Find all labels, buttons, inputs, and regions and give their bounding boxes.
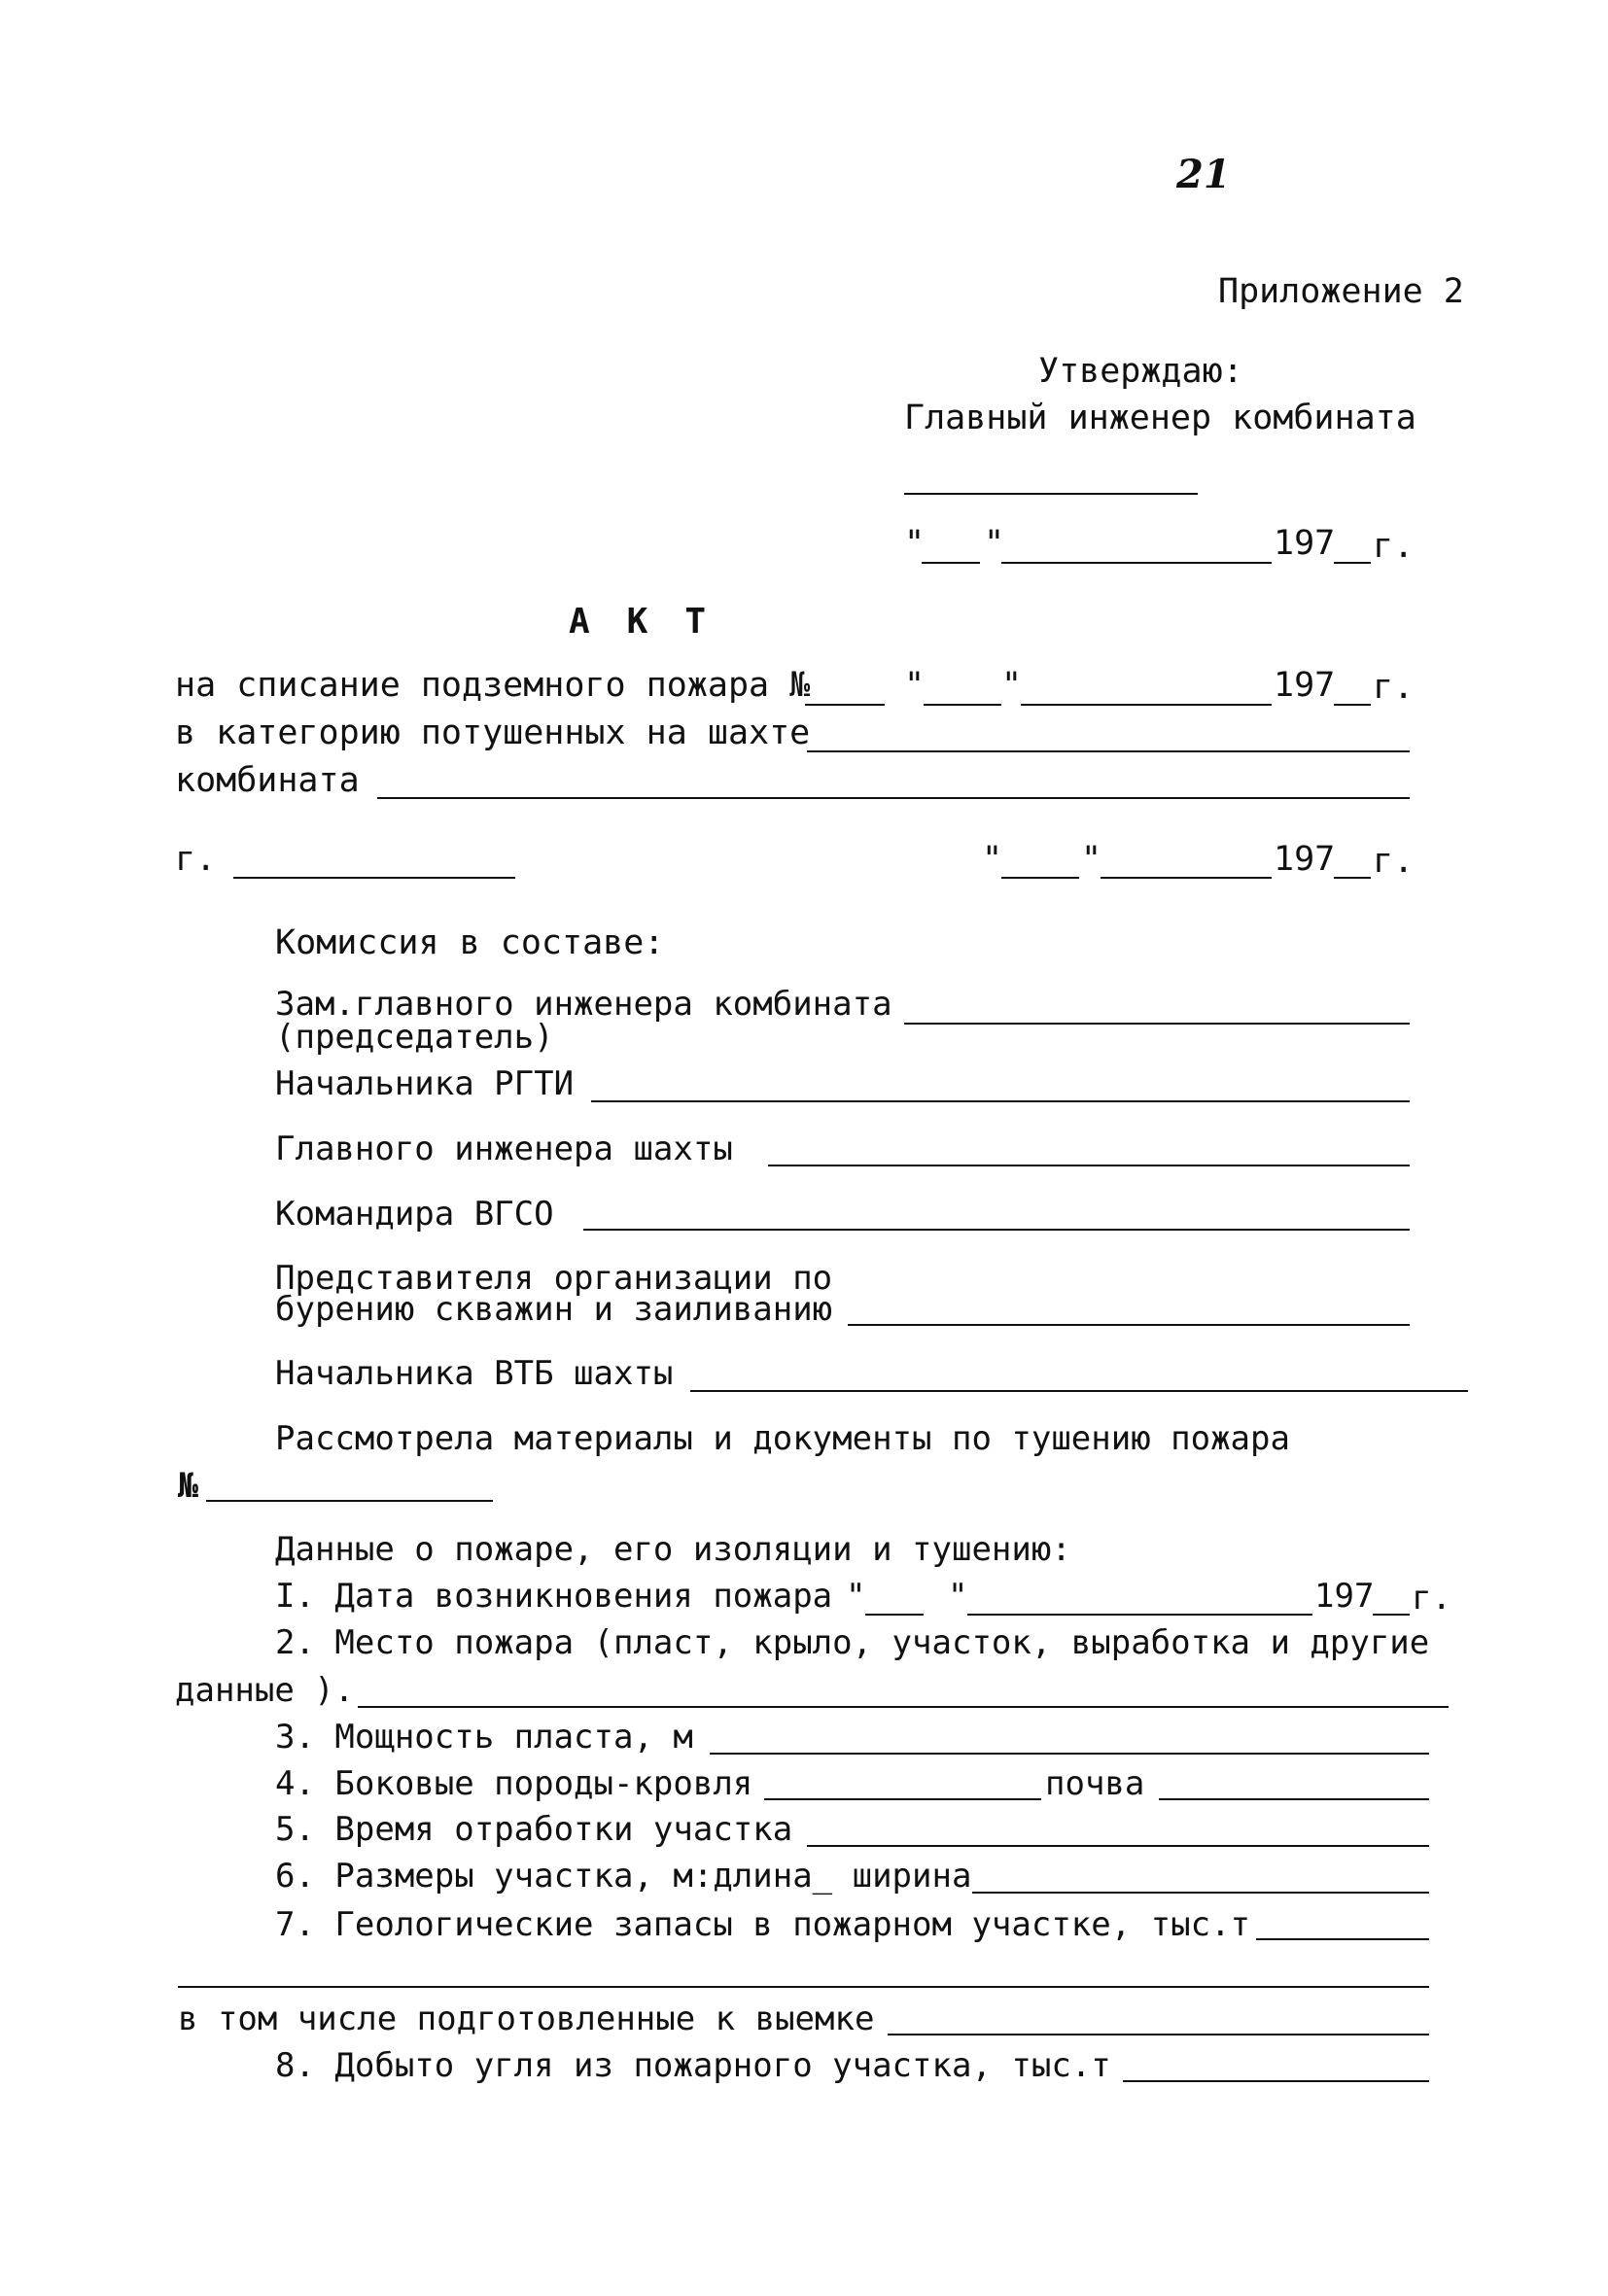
mine-name-line (807, 750, 1410, 752)
item2-continuation: данные ). (175, 1671, 355, 1710)
act-line1-month-line (1021, 704, 1272, 706)
act-line2: в категорию потушенных на шахте (175, 713, 811, 752)
approval-day-line (922, 562, 980, 564)
item1-day-line (865, 1614, 924, 1616)
act-line1-year-line (1334, 704, 1371, 706)
review-text: Рассмотрела материалы и документы по тушению пожара (275, 1419, 1290, 1458)
act-line3: комбината (175, 761, 360, 800)
approval-quote-open: " (904, 524, 926, 563)
member6-line (690, 1390, 1468, 1392)
act-date-year: 197 (1274, 840, 1336, 879)
item7-continuation: в том числе подготовленные к выемке (178, 2000, 875, 2038)
act-line1-year: 197 (1274, 666, 1336, 705)
item4-label: 4. Боковые породы-кровля (275, 1764, 753, 1803)
act-date-quote-close: " (1081, 840, 1102, 879)
member4-line (583, 1229, 1410, 1231)
item6-label: 6. Размеры участка, м:длина_ ширина (275, 1857, 972, 1896)
item4-floor-line (1159, 1798, 1429, 1800)
member3-line (768, 1165, 1410, 1166)
member2-line (591, 1100, 1410, 1102)
item1-year: 197 (1314, 1577, 1375, 1616)
item5-line (807, 1845, 1429, 1847)
item7-full-line (178, 1986, 1429, 1988)
fire-number-line (206, 1500, 493, 1502)
item1-year-line (1373, 1614, 1410, 1616)
act-date-year-line (1334, 877, 1371, 879)
member5-line (848, 1324, 1410, 1326)
approval-year: 197 (1274, 524, 1336, 563)
approve-label: Утверждаю: (1038, 352, 1243, 391)
act-line1-suffix: г. (1373, 668, 1415, 707)
act-date-suffix: г. (1373, 842, 1415, 881)
act-number-line (805, 704, 885, 706)
item3-label: 3. Мощность пласта, м (275, 1718, 693, 1757)
item1-quote-open: " (846, 1577, 866, 1616)
act-date-quote-open: " (982, 840, 1003, 879)
member5-label-line2: бурению скважин и заиливанию (275, 1290, 833, 1329)
item5-label: 5. Время отработки участка (275, 1810, 793, 1849)
item6-line (972, 1892, 1429, 1894)
appendix-label: Приложение 2 (1218, 272, 1464, 311)
review-number-prefix: № (178, 1467, 199, 1506)
act-line1-quote-close: " (1001, 666, 1023, 705)
signature-line (904, 493, 1198, 495)
page-number: 21 (1176, 152, 1231, 197)
city-name-line (233, 877, 515, 879)
member2-label: Начальника РГТИ (275, 1064, 575, 1103)
member5-label-line1: Представителя организации по (275, 1259, 833, 1298)
item1-quote-close: " (948, 1577, 968, 1616)
item1-month-line (967, 1614, 1312, 1616)
approval-month-line (1001, 562, 1272, 564)
item8-line (1123, 2080, 1429, 2082)
approval-quote-close: " (984, 524, 1005, 563)
item7-label: 7. Геологические запасы в пожарном участке, тыс.т (275, 1905, 1251, 1944)
member6-label: Начальника ВТБ шахты (275, 1354, 674, 1393)
act-line1-quote-open: " (904, 666, 926, 705)
approver-position: Главный инженер комбината (904, 399, 1416, 437)
act-title: АКТ (569, 602, 744, 642)
act-date-day-line (1001, 877, 1079, 879)
commission-heading: Комиссия в составе: (275, 923, 665, 962)
approval-year-line (1334, 562, 1371, 564)
item4-roof-line (764, 1798, 1041, 1800)
combine-name-line (377, 797, 1410, 799)
item4-floor-label: почва (1045, 1764, 1145, 1803)
item1-label: I. Дата возникновения пожара (275, 1577, 833, 1616)
item8-label: 8. Добыто угля из пожарного участка, тыс.т (275, 2046, 1111, 2085)
member4-label: Командира ВГСО (275, 1195, 554, 1234)
item2-label: 2. Место пожара (пласт, крыло, участок, выработка и другие (275, 1623, 1430, 1662)
item1-suffix: г. (1412, 1579, 1451, 1618)
item7-line (1256, 1938, 1429, 1940)
approval-year-suffix: г. (1373, 527, 1415, 566)
act-date-month-line (1101, 877, 1272, 879)
city-prefix: г. (175, 840, 217, 879)
member1-note: (председатель) (275, 1018, 554, 1057)
act-line1-day-line (924, 704, 1001, 706)
member3-label: Главного инженера шахты (275, 1130, 733, 1168)
act-line1: на списание подземного пожара № (175, 666, 811, 705)
member1-label: Зам.главного инженера комбината (275, 985, 892, 1024)
member1-line (904, 1023, 1410, 1025)
item2-line (358, 1706, 1449, 1708)
item7-prepared-line (888, 2034, 1429, 2035)
item3-line (710, 1753, 1429, 1755)
fire-data-heading: Данные о пожаре, его изоляции и тушению: (275, 1530, 1071, 1569)
